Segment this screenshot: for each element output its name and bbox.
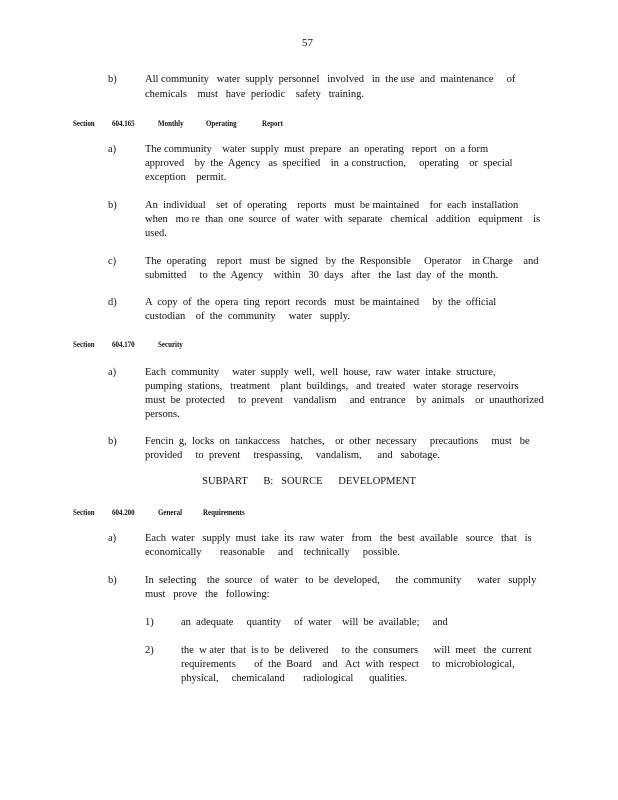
- subitem-text-line: an adequate quantity of water will be available; and: [181, 617, 448, 628]
- item-text-line: An individual set of operating reports must be maintained for each installation: [145, 200, 519, 211]
- section-title: Security: [158, 339, 183, 349]
- item-text-line: persons.: [145, 409, 180, 420]
- item-text-line: approved by the Agency as specified in a construction, operating or special: [145, 158, 513, 169]
- section-label: Section: [73, 339, 95, 349]
- section-label: Section: [73, 118, 95, 128]
- item-text-line: A copy of the opera ting report records must be maintained by the official: [145, 297, 497, 308]
- item-label: b): [108, 74, 117, 85]
- item-text-line: Fencin g, locks on tankaccess hatches, or other necessary precautions must be: [145, 436, 530, 447]
- section-number: 604.170: [112, 339, 135, 349]
- subpart-heading: SUBPART B: SOURCE DEVELOPMENT: [202, 476, 416, 487]
- section-title: Report: [262, 118, 283, 128]
- item-label: d): [108, 297, 117, 308]
- item-label: b): [108, 436, 117, 447]
- item-text-line: Each community water supply well, well house, raw water intake structure,: [145, 367, 496, 378]
- subitem-label: 1): [145, 617, 154, 628]
- item-text-line: chemicals must have periodic safety training.: [145, 89, 364, 100]
- item-text-line: must prove the following:: [145, 589, 270, 600]
- item-label: b): [108, 200, 117, 211]
- item-text-line: provided to prevent trespassing, vandalism, and sabotage.: [145, 450, 440, 461]
- subitem-label: 2): [145, 645, 154, 656]
- item-text-line: submitted to the Agency within 30 days after the last day of the month.: [145, 270, 499, 281]
- section-title: Operating: [206, 118, 237, 128]
- page-number: 57: [302, 37, 313, 49]
- section-number: 604.165: [112, 118, 135, 128]
- item-text-line: Each water supply must take its raw water from the best available source that is: [145, 533, 532, 544]
- item-text-line: All community water supply personnel involved in the use and maintenance of: [145, 74, 516, 85]
- section-title: Requirements: [203, 507, 245, 517]
- item-text-line: custodian of the community water supply.: [145, 311, 350, 322]
- item-text-line: exception permit.: [145, 172, 227, 183]
- item-text-line: economically reasonable and technically possible.: [145, 547, 400, 558]
- subitem-text-line: requirements of the Board and Act with respect to microbiological,: [181, 659, 515, 670]
- subitem-text-line: physical, chemicaland radiological qualities.: [181, 673, 408, 684]
- section-title: Monthly: [158, 118, 184, 128]
- item-label: c): [108, 256, 117, 267]
- item-text-line: when mo re than one source of water with separate chemical addition equipment is: [145, 214, 541, 225]
- section-number: 604.200: [112, 507, 135, 517]
- item-label: a): [108, 533, 117, 544]
- item-label: a): [108, 367, 117, 378]
- item-label: a): [108, 144, 117, 155]
- section-title: General: [158, 507, 183, 517]
- item-text-line: used.: [145, 228, 167, 239]
- item-label: b): [108, 575, 117, 586]
- item-text-line: must be protected to prevent vandalism and entrance by animals or unauthorized: [145, 395, 544, 406]
- item-text-line: pumping stations, treatment plant buildings, and treated water storage reservoirs: [145, 381, 519, 392]
- item-text-line: In selecting the source of water to be developed, the community water supply: [145, 575, 537, 586]
- item-text-line: The operating report must be signed by the Responsible Operator in Charge and: [145, 256, 539, 267]
- item-text-line: The community water supply must prepare an operating report on a form: [145, 144, 489, 155]
- subitem-text-line: the w ater that is to be delivered to the consumers will meet the current: [181, 645, 532, 656]
- section-label: Section: [73, 507, 95, 517]
